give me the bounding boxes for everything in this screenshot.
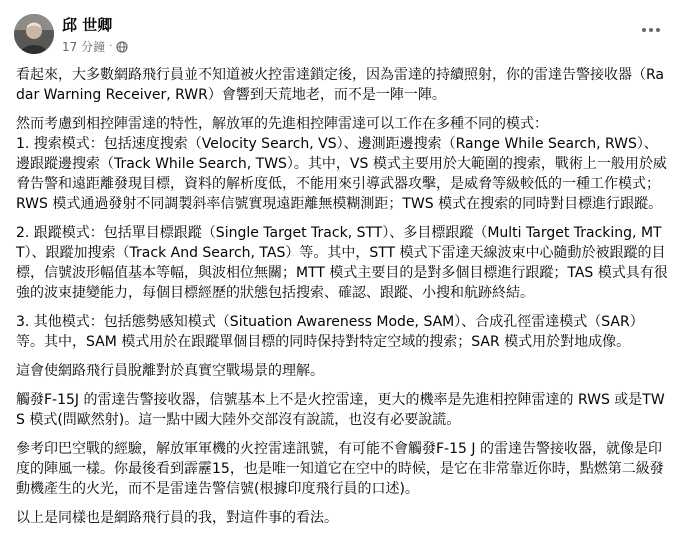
post-time[interactable]: 17 分鐘 (62, 40, 106, 54)
post-header (14, 12, 667, 56)
meta-separator: · (109, 41, 113, 52)
author-name[interactable]: 邱 世卿 (62, 16, 113, 34)
post-body (16, 65, 668, 528)
avatar[interactable] (14, 14, 54, 54)
post-meta (62, 38, 128, 55)
post-paragraph: 這會使網路飛行員脫離對於真實空戰場景的理解。 (16, 363, 324, 379)
more-options-icon[interactable] (639, 18, 663, 42)
post-paragraph: 參考印巴空戰的經驗，解放軍軍機的火控雷達訊號，有可能不會觸發F-15 J 的雷達告警接收器，就像是印度的陣風一樣。你最後看到霹靂15，也是唯一知道它在空中的時候，是它在非常靠近你時，點燃第二級發動機產生的火光，而不是雷達告警信號(根據印度飛行員的口述)。 (16, 441, 664, 497)
post-paragraph: 3. 其他模式：包括態勢感知模式（Situation Awareness Mode, SAM）、合成孔徑雷達模式（SAR）等。其中，SAM 模式用於在跟蹤單個目標的同時保持對特定空域的搜索；SAR 模式用於對地成像。 (16, 314, 644, 350)
post-paragraph: 看起來，大多數網路飛行員並不知道被火控雷達鎖定後，因為雷達的持續照射，你的雷達告警接收器（Radar Warning Receiver, RWR）會響到天荒地老，而不是一陣一陣。 (16, 67, 664, 103)
post-paragraph: 2. 跟蹤模式：包括單目標跟蹤（Single Target Track, STT）、多目標跟蹤（Multi Target Tracking, MTT）、跟蹤加搜索（Track And Search, TAS）等。其中，STT 模式下雷達天線波束中心隨動於被跟蹤的目標，信號波形幅值基本等幅，與波相位無關；MTT 模式主要目的是對多個目標進行跟蹤；TAS 模式具有很強的波束捷變能力，每個目標經歷的狀態包括搜索、確認、跟蹤、小搜和航跡終結。 (16, 225, 668, 301)
post-paragraph: 然而考慮到相控陣雷達的特性，解放軍的先進相控陣雷達可以工作在多種不同的模式： 1. 搜索模式：包括速度搜索（Velocity Search, VS）、邊測距邊搜索（Range While Search, RWS）、邊跟蹤邊搜索（Track While Search, TWS）。其中，VS 模式主要用於大範圍的搜索，戰術上一般用於威脅告警和遠距離發現目標，資料的解析度低，不能用來引導武器攻擊，是威脅等級較低的一種工作模式；RWS 模式通過發射不同調製斜率信號實現遠距離無模糊測距；TWS 模式在搜索的同時對目標進行跟蹤。 (16, 116, 667, 212)
globe-icon[interactable] (116, 41, 128, 53)
post-paragraph: 觸發F-15J 的雷達告警接收器，信號基本上不是火控雷達，更大的機率是先進相控陣雷達的 RWS 或是TWS 模式(問歐然射)。這一點中國大陸外交部沒有說謊，也沒有必要說謊。 (16, 392, 665, 428)
post-paragraph: 以上是同樣也是網路飛行員的我，對這件事的看法。 (16, 510, 338, 526)
